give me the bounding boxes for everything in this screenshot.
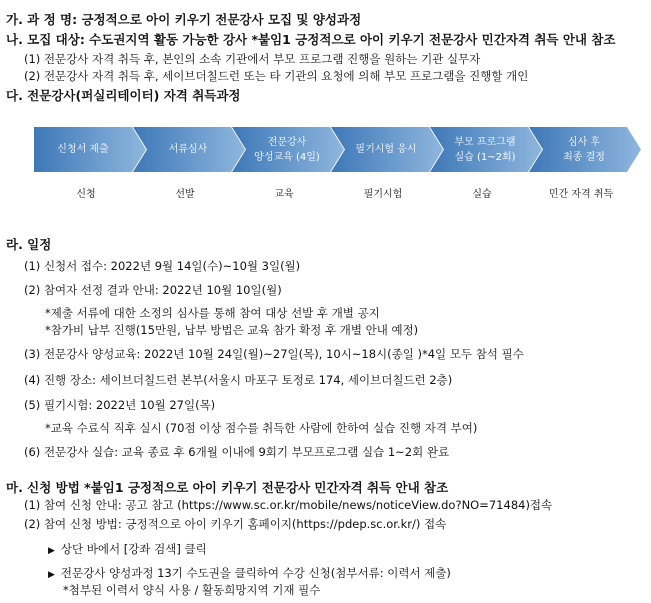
target-item-2: (2) 전문강사 자격 취득 후, 세이브더칠드런 또는 타 기관의 요청에 의해 부모 프로그램을 진행할 개인 [24,69,529,83]
flow-step-title-line: 전문강사 [267,136,307,148]
step-2-note: *첨부된 이력서 양식 사용 / 활동희망지역 기재 필수 [63,583,321,597]
flow-step-title [244,127,330,172]
flow-step-5 [430,127,542,200]
flow-step-1 [34,127,146,200]
recruit-target-line: 나. 모집 대상: 수도권지역 활동 가능한 강사 *붙임1 긍정적으로 아이 키우기 전문강사 민간자격 취득 안내 참조 [6,32,616,47]
schedule-item-3: (3) 전문강사 양성교육: 2022년 10월 24일(월)~27일(목), 10시~18시(종일 )*4일 모두 참석 필수 [24,347,524,361]
flow-step-label: 민간 자격 취득 [548,189,614,200]
flow-step-title [34,127,132,172]
flow-step-title-line: 신청서 제출 [57,144,109,155]
step-1-text: 상단 바에서 [강좌 검색] 클릭 [60,542,207,556]
flow-step-title-line: 부모 프로그램 [454,136,516,148]
step-1 [48,541,207,557]
flow-step-label: 실습 [472,189,492,200]
flow-step-title [343,127,429,172]
flow-step-title [541,127,627,172]
schedule-item-6: (6) 전문강사 실습: 교육 종료 후 6개월 이내에 9회기 부모프로그램 실습 1~2회 완료 [24,445,450,459]
flow-step-title-line: 최종 결정 [563,151,605,163]
flow-step-6 [529,127,641,200]
flow-step-title-line: 실습 (1~2회) [454,151,516,163]
certification-process-title: 다. 전문강사(퍼실리테이터) 자격 취득과정 [6,88,241,103]
schedule-item-2: (2) 참여자 선정 결과 안내: 2022년 10월 10일(월) [24,283,282,297]
flow-step-title-line: 심사 후 [567,136,601,148]
application-method-title: 마. 신청 방법 *붙임1 긍정적으로 아이 키우기 전문강사 민간자격 취득 안내 참조 [6,480,449,495]
flow-step-title-line: 필기시험 응시 [355,144,417,155]
target-item-1: (1) 전문강사 자격 취득 후, 본인의 소속 기관에서 부모 프로그램 진행을 원하는 기관 실무자 [24,52,481,66]
flow-step-title [442,127,528,172]
flow-step-title-line: 양성교육 (4일) [254,151,320,163]
flow-step-label: 교육 [274,189,294,200]
play-bullet-icon: ▶ [48,570,55,580]
schedule-item-5-note: *교육 수료식 직후 실시 (70점 이상 점수를 취득한 사람에 한하여 실습 진행 자격 부여) [45,421,478,435]
flow-step-2 [133,127,245,200]
flow-step-3 [232,127,344,200]
flow-step-label: 선발 [175,189,195,200]
flow-step-title [145,127,231,172]
application-item-1: (1) 참여 신청 안내: 공고 참고 (https://www.sc.or.kr/mobile/news/noticeView.do?NO=71484)접속 [24,498,553,512]
schedule-item-5: (5) 필기시험: 2022년 10월 27일(목) [24,398,216,412]
schedule-item-2-note-a: *제출 서류에 대한 소정의 심사를 통해 참여 대상 선발 후 개별 공지 [45,306,380,320]
schedule-item-1: (1) 신청서 접수: 2022년 9월 14일(수)~10월 3일(월) [24,259,301,273]
step-2-text: 전문강사 양성과정 13기 수도권을 클릭하여 수강 신청(첨부서류: 이력서 제출) [60,566,451,580]
schedule-title: 라. 일정 [6,237,52,252]
process-flow [34,127,637,207]
flow-step-label: 신청 [76,189,96,200]
flow-step-label: 필기시험 [363,189,403,200]
course-name-line: 가. 과 정 명: 긍정적으로 아이 키우기 전문강사 모집 및 양성과정 [6,12,362,27]
schedule-item-2-note-b: *참가비 납부 진행(15만원, 납부 방법은 교육 참가 확정 후 개별 안내 예정) [45,323,419,337]
play-bullet-icon: ▶ [48,546,55,556]
application-item-2: (2) 참여 신청 방법: 긍정적으로 아이 키우기 홈페이지(https://pdep.sc.or.kr/) 접속 [24,517,447,531]
step-2 [48,565,451,581]
flow-step-title-line: 서류심사 [168,144,208,155]
flow-step-4 [331,127,443,200]
schedule-item-4: (4) 진행 장소: 세이브더칠드런 본부(서울시 마포구 토정로 174, 세이브더칠드런 2층) [24,373,453,387]
